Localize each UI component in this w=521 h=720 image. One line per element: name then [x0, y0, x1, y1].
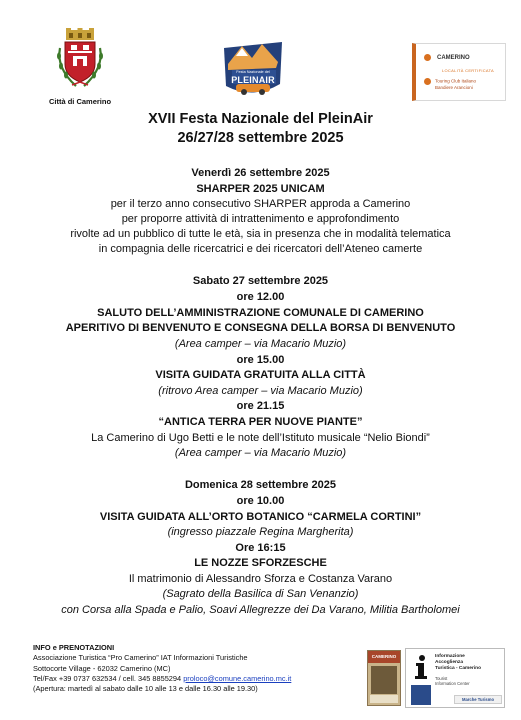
coat-of-arms-icon	[52, 28, 108, 90]
saturday-place-2: (ritrovo Area camper – via Macario Muzio)	[158, 385, 363, 397]
saturday-event-1b: APERITIVO DI BENVENUTO E CONSEGNA DELLA BORSA DI BENVENUTO	[65, 322, 456, 334]
right-logo-org: Touring Club Italiano Bandiere Arancioni	[424, 78, 476, 91]
sunday-event-2-desc: Il matrimonio di Alessandro Sforza e Costanza Varano	[128, 573, 393, 585]
tourist-info-box	[405, 648, 505, 708]
right-logo-cert: LOCALITÀ CERTIFICATA	[442, 68, 495, 73]
friday-event: SHARPER 2025 UNICAM	[196, 183, 325, 195]
poster-image	[371, 666, 397, 694]
left-logo-caption: Città di Camerino	[48, 97, 112, 106]
info-box-title: Informazione Accoglienza Turistica - Camerino	[435, 654, 482, 671]
saturday-event-2: VISITA GUIDATA GRATUITA ALLA CITTÀ	[155, 369, 366, 381]
sunday-place-2: (Sagrato della Basilica di San Venanzio)	[162, 588, 359, 600]
saturday-place-1: (Area camper – via Macario Muzio)	[174, 338, 347, 350]
event-dates: 26/27/28 settembre 2025	[177, 130, 344, 146]
marche-turismo-brand: Marche Turismo	[454, 695, 502, 704]
poster-title: CAMERINO	[368, 651, 400, 663]
saturday-event-3: “ANTICA TERRA PER NUOVE PIANTE”	[158, 416, 363, 428]
logo-small-text: Festa Nazionale del	[236, 70, 270, 74]
poster-footer	[370, 695, 398, 703]
event-title: XVII Festa Nazionale del PleinAir	[148, 111, 373, 127]
friday-desc-4: in compagnia delle ricercatrici e dei ricercatori dell’Ateneo camerte	[98, 243, 423, 255]
friday-desc-1: per il terzo anno consecutivo SHARPER approda a Camerino	[110, 198, 411, 210]
saturday-place-3: (Area camper – via Macario Muzio)	[174, 447, 347, 459]
sunday-heading: Domenica 28 settembre 2025	[184, 479, 337, 491]
sunday-event-1: VISITA GUIDATA ALL’ORTO BOTANICO “CARMELA CORTINI”	[99, 511, 422, 523]
sunday-place-1: (ingresso piazzale Regina Margherita)	[167, 526, 354, 538]
footer-heading: INFO e PRENOTAZIONI	[33, 643, 115, 652]
camerino-coat-of-arms	[48, 28, 112, 106]
saturday-heading: Sabato 27 settembre 2025	[192, 275, 329, 287]
bandiera-arancione-logo	[412, 43, 506, 101]
friday-desc-2: per proporre attività di intrattenimento e approfondimento	[121, 213, 400, 225]
sunday-event-2: LE NOZZE SFORZESCHE	[194, 557, 327, 569]
footer-email-link[interactable]: proloco@comune.camerino.mc.it	[183, 673, 292, 683]
footer-address: Sottocorte Village - 62032 Camerino (MC)	[33, 663, 171, 673]
sunday-time-2: Ore 16:15	[235, 542, 286, 554]
sunday-event-2-extra: con Corsa alla Spada e Palio, Soavi Allegrezze dei Da Varano, Militia Bartholomei	[61, 604, 460, 616]
sunday-time-1: ore 10.00	[236, 495, 285, 507]
info-i-icon	[411, 654, 431, 680]
friday-heading: Venerdì 26 settembre 2025	[191, 167, 330, 179]
logo-big-text: PLEINAIR	[231, 75, 275, 85]
saturday-time-2: ore 15.00	[236, 354, 285, 366]
saturday-event-3-desc: La Camerino di Ugo Betti e le note dell’Istituto musicale “Nelio Biondi”	[91, 432, 430, 444]
saturday-event-1a: SALUTO DELL’AMMINISTRAZIONE COMUNALE DI CAMERINO	[97, 307, 424, 319]
saturday-time-1: ore 12.00	[236, 291, 285, 303]
saturday-time-3: ore 21.15	[236, 400, 285, 412]
footer-association: Associazione Turistica “Pro Camerino” IAT Informazioni Turistiche	[33, 653, 248, 663]
info-footer	[33, 643, 353, 694]
friday-desc-3: rivolte ad un pubblico di tutte le età, sia in presenza che in modalità telematica	[70, 228, 451, 240]
pleinair-logo	[218, 34, 288, 104]
info-box-subtitle: Tourist Information Center	[435, 676, 470, 686]
touring-club-icon	[424, 78, 431, 85]
region-logo-icon	[411, 685, 431, 705]
pleinair-badge-icon	[218, 34, 288, 104]
right-logo-name: CAMERINO	[424, 54, 470, 61]
footer-contacts: Tel/Fax +39 0737 632534 / cell. 345 8855294 proloco@comune.camerino.mc.it	[33, 673, 292, 683]
camerino-poster-thumbnail	[367, 650, 401, 706]
footer-opening-hours: (Apertura: martedì al sabato dalle 10 alle 13 e dalle 16.30 alle 19.30)	[33, 684, 258, 694]
orange-flag-icon	[424, 54, 431, 61]
